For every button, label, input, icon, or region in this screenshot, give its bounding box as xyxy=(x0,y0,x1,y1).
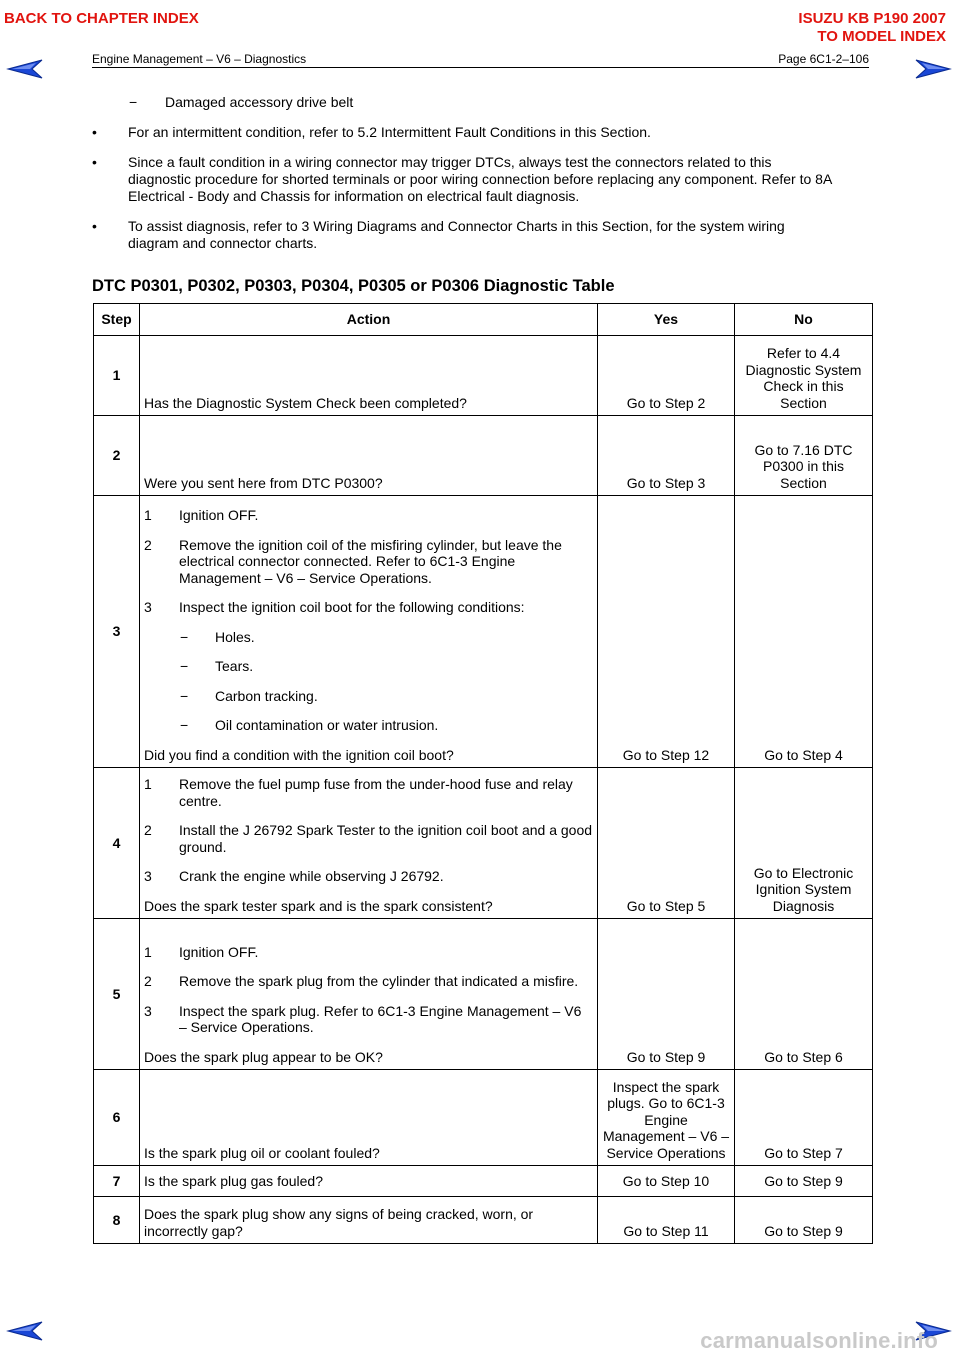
yes-cell: Go to Step 9 xyxy=(598,919,735,1070)
action-sub-item: − Carbon tracking. xyxy=(180,687,318,704)
bullet-icon: • xyxy=(92,154,97,170)
action-sub-item: − Tears. xyxy=(180,658,254,674)
no-cell: Go to Electronic Ignition System Diagnosis xyxy=(735,768,873,919)
action-cell xyxy=(140,1197,598,1244)
diagnostic-table-heading: DTC P0301, P0302, P0303, P0304, P0305 or P0306 Diagnostic Table xyxy=(92,277,615,295)
action-cell xyxy=(140,1166,598,1197)
step-number: 5 xyxy=(94,919,140,1070)
next-page-arrow-icon[interactable] xyxy=(914,58,952,80)
action-question: Did you find a condition with the ignition coil boot? xyxy=(144,746,454,763)
bullet-2-line-3: Electrical - Body and Chassis for information on electrical fault diagnosis. xyxy=(128,188,580,204)
no-cell: Go to Step 6 xyxy=(735,919,873,1070)
action-sub-item: − Oil contamination or water intrusion. xyxy=(180,717,439,733)
column-header-no: No xyxy=(735,304,873,336)
table-row xyxy=(94,1070,873,1166)
step-number: 6 xyxy=(94,1070,140,1166)
action-step-item: 3 Crank the engine while observing J 26792. xyxy=(144,868,444,884)
model-index-line-2: TO MODEL INDEX xyxy=(817,28,946,45)
yes-cell: Go to Step 5 xyxy=(598,768,735,919)
diagnostic-table xyxy=(93,303,873,1244)
yes-cell: Go to Step 10 xyxy=(598,1166,735,1197)
bullet-2-line-2: diagnostic procedure for shorted terminals or poor wiring connection before replacing any component. Refer to 8A xyxy=(128,171,833,187)
step-number: 2 xyxy=(94,416,140,496)
no-cell: Go to Step 7 xyxy=(735,1070,873,1166)
no-cell: Go to Step 9 xyxy=(735,1197,873,1244)
no-cell: Go to Step 9 xyxy=(735,1166,873,1197)
bullet-icon: • xyxy=(92,124,97,140)
step-number: 3 xyxy=(94,496,140,768)
document-title: Engine Management – V6 – Diagnostics xyxy=(92,52,307,66)
action-step-item: 1 Ignition OFF. xyxy=(144,507,259,523)
yes-cell: Go to Step 11 xyxy=(598,1197,735,1244)
action-question: Has the Diagnostic System Check been completed? xyxy=(144,394,467,411)
action-cell xyxy=(140,1070,598,1166)
back-to-chapter-index-link[interactable]: BACK TO CHAPTER INDEX xyxy=(4,10,199,27)
bullet-3-line-1: To assist diagnosis, refer to 3 Wiring Diagrams and Connector Charts in this Section, for the system wiring xyxy=(128,218,785,234)
previous-page-arrow-icon[interactable] xyxy=(6,58,44,80)
no-cell: Go to 7.16 DTC P0300 in this Section xyxy=(735,416,873,496)
yes-cell: Go to Step 2 xyxy=(598,336,735,416)
column-header-yes: Yes xyxy=(598,304,735,336)
yes-cell: Inspect the spark plugs. Go to 6C1-3 Engine Management – V6 – Service Operations xyxy=(598,1070,735,1166)
no-cell: Go to Step 4 xyxy=(735,496,873,768)
action-step-item: 2 Remove the ignition coil of the misfiring cylinder, but leave the electrical connector connected. Refer to 6C1-3 Engine Management – V6 – Service Operations. xyxy=(144,536,562,586)
action-step-item: 2 Install the J 26792 Spark Tester to the ignition coil boot and a good ground. xyxy=(144,822,593,855)
table-row xyxy=(94,336,873,416)
dash-symbol: − xyxy=(129,94,138,110)
action-cell xyxy=(140,919,598,1070)
yes-cell: Go to Step 3 xyxy=(598,416,735,496)
action-step-item: 3 Inspect the ignition coil boot for the following conditions: xyxy=(144,599,525,615)
bullet-1-line-1: For an intermittent condition, refer to 5.2 Intermittent Fault Conditions in this Section. xyxy=(128,124,651,140)
no-cell: Refer to 4.4 Diagnostic System Check in this Section xyxy=(735,336,873,416)
action-question: Were you sent here from DTC P0300? xyxy=(144,474,383,491)
action-step-item: 3 Inspect the spark plug. Refer to 6C1-3 Engine Management – V6 – Service Operations. xyxy=(144,1002,582,1035)
step-number: 7 xyxy=(94,1166,140,1197)
previous-page-arrow-bottom-icon[interactable] xyxy=(6,1320,44,1342)
action-question: Does the spark tester spark and is the spark consistent? xyxy=(144,897,493,914)
model-index-line-1: ISUZU KB P190 2007 xyxy=(798,10,946,27)
yes-cell: Go to Step 12 xyxy=(598,496,735,768)
column-header-action: Action xyxy=(140,304,598,336)
action-step-item: 1 Ignition OFF. xyxy=(144,943,259,960)
bullet-2-line-1: Since a fault condition in a wiring connector may trigger DTCs, always test the connectors related to this xyxy=(128,154,772,170)
table-row xyxy=(94,416,873,496)
bullet-icon: • xyxy=(92,218,97,234)
table-row xyxy=(94,1166,873,1197)
table-row xyxy=(94,496,873,768)
model-index-link[interactable] xyxy=(798,10,946,46)
action-question: Does the spark plug appear to be OK? xyxy=(144,1048,383,1065)
action-question: Does the spark plug show any signs of being cracked, worn, or incorrectly gap? xyxy=(144,1206,534,1239)
table-header-row xyxy=(94,304,873,336)
page-number: Page 6C1-2–106 xyxy=(778,52,869,66)
action-step-item: 2 Remove the spark plug from the cylinder that indicated a misfire. xyxy=(144,973,579,989)
column-header-step: Step xyxy=(94,304,140,336)
action-sub-item: − Holes. xyxy=(180,628,255,645)
table-row xyxy=(94,768,873,919)
table-row xyxy=(94,1197,873,1244)
action-step-item: 1 Remove the fuel pump fuse from the under-hood fuse and relay centre. xyxy=(144,776,573,809)
action-question: Is the spark plug oil or coolant fouled? xyxy=(144,1144,380,1161)
action-cell xyxy=(140,496,598,768)
step-number: 1 xyxy=(94,336,140,416)
action-cell xyxy=(140,768,598,919)
action-question: Is the spark plug gas fouled? xyxy=(144,1172,324,1189)
step-number: 8 xyxy=(94,1197,140,1244)
site-watermark: carmanualsonline.info xyxy=(700,1328,938,1353)
step-number: 4 xyxy=(94,768,140,919)
header-divider xyxy=(92,67,869,68)
action-cell xyxy=(140,416,598,496)
action-cell xyxy=(140,336,598,416)
bullet-3-line-2: diagram and connector charts. xyxy=(128,235,318,251)
dash-item-text: Damaged accessory drive belt xyxy=(165,94,354,110)
table-row xyxy=(94,919,873,1070)
